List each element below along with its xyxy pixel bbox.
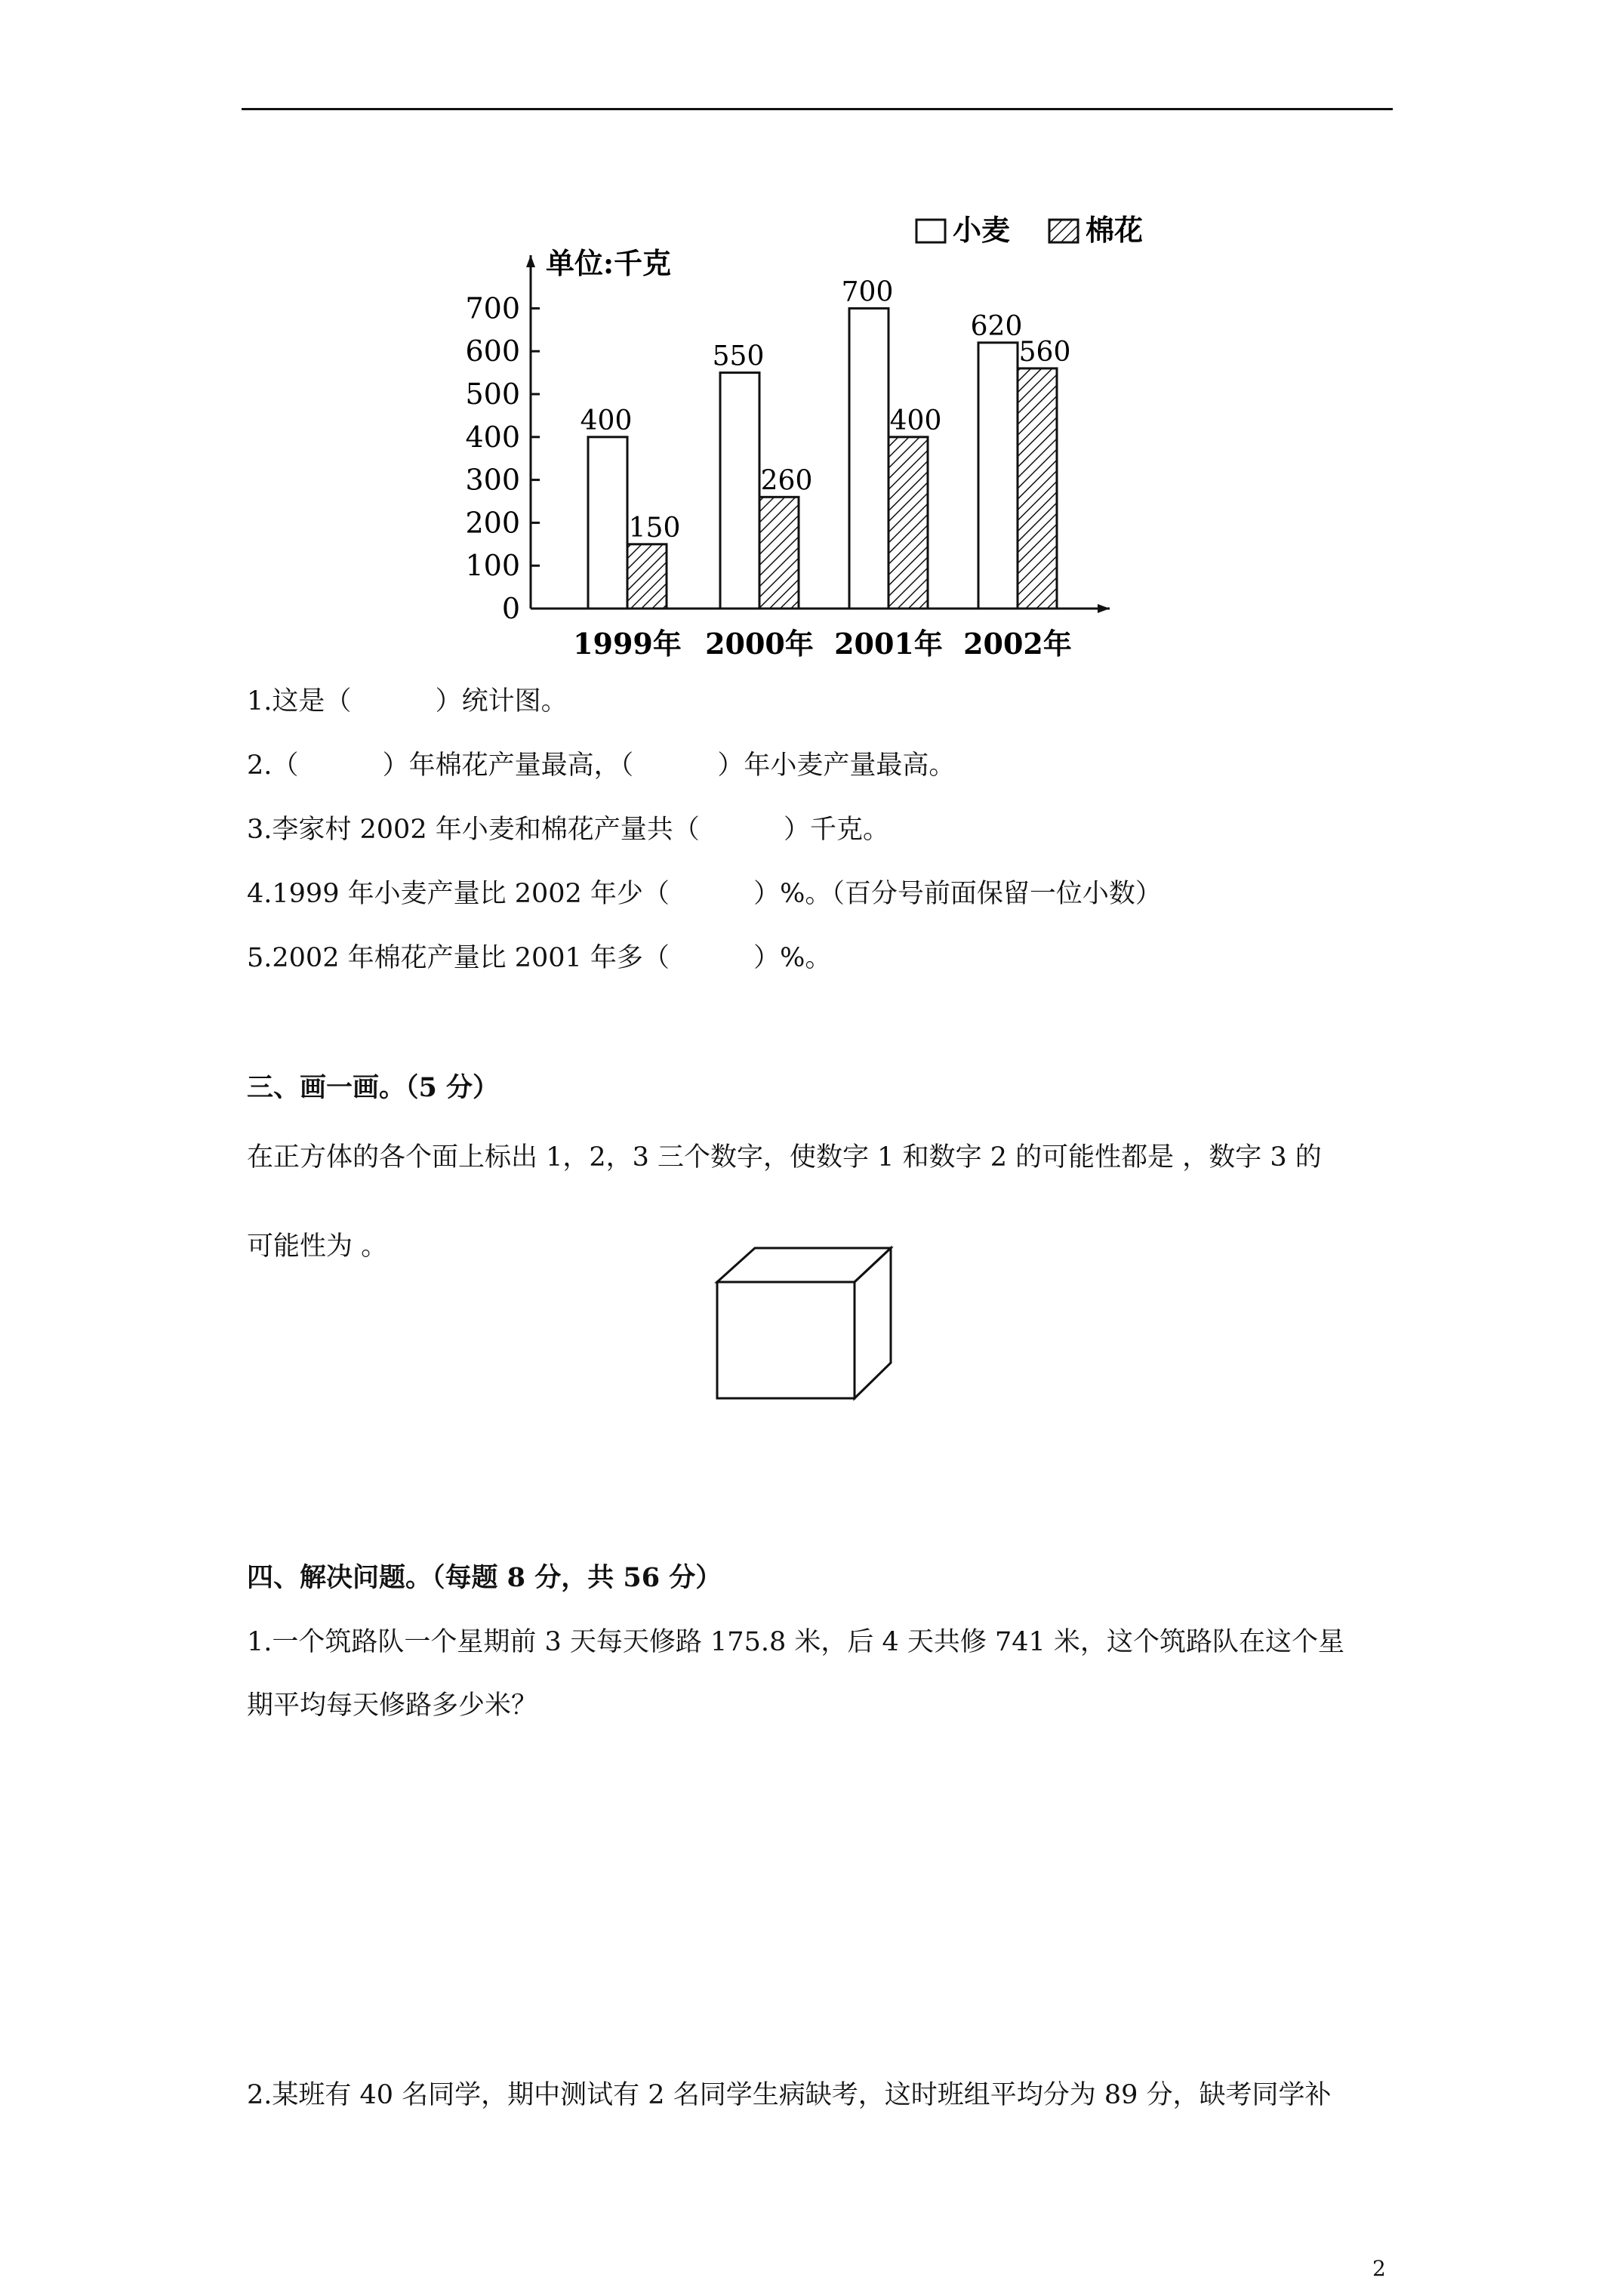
data-label: 260 (760, 465, 813, 497)
y-axis-arrow (526, 255, 535, 267)
question-2: 2.（ ）年棉花产量最高，（ ）年小麦产量最高。 (247, 750, 956, 781)
bar-棉花-2000年 (759, 497, 799, 609)
question-1: 1.这是（ ）统计图。 (247, 686, 568, 717)
x-axis-arrow (1098, 604, 1110, 613)
data-label: 550 (712, 341, 765, 372)
section-4-title: 四、解决问题。（每题 8 分，共 56 分） (247, 1562, 722, 1593)
legend-swatch-hatched (1049, 220, 1078, 242)
data-label: 400 (889, 405, 942, 436)
question-5: 5.2002 年棉花产量比 2001 年多（ ）%。 (247, 943, 832, 973)
cube-drawing (710, 1238, 898, 1404)
data-label: 700 (841, 276, 894, 308)
y-tick-label: 700 (465, 291, 520, 325)
y-tick-label: 0 (501, 592, 520, 625)
problem-2-line-1: 2.某班有 40 名同学，期中测试有 2 名同学生病缺考，这时班组平均分为 89 分，缺考同学补 (247, 2080, 1332, 2110)
x-tick-label: 1999年 (573, 627, 682, 661)
page-number: 2 (1372, 2256, 1386, 2281)
y-tick-label: 500 (465, 378, 520, 411)
y-tick-label: 600 (465, 334, 520, 368)
data-label: 620 (970, 310, 1023, 342)
question-3: 3.李家村 2002 年小麦和棉花产量共（ ）千克。 (247, 815, 889, 845)
legend-label: 棉花 (1086, 213, 1144, 247)
bar-小麦-1999年 (588, 437, 627, 609)
bar-chart (0, 0, 1623, 680)
legend-label: 小麦 (953, 213, 1011, 247)
bar-棉花-2001年 (888, 437, 928, 609)
bar-小麦-2000年 (720, 373, 759, 609)
problem-1-line-1: 1.一个筑路队一个星期前 3 天每天修路 175.8 米，后 4 天共修 741 米，这个筑路队在这个星 (247, 1627, 1344, 1657)
section-3-line-1: 在正方体的各个面上标出 1，2，3 三个数字，使数字 1 和数字 2 的可能性都是 ，数字 3 的 (247, 1142, 1322, 1173)
y-tick-label: 100 (465, 549, 520, 583)
section-3-line-2: 可能性为 。 (247, 1231, 388, 1262)
data-label: 400 (580, 405, 633, 436)
y-tick-label: 200 (465, 506, 520, 540)
problem-1-line-2: 期平均每天修路多少米？ (247, 1690, 538, 1721)
x-tick-label: 2001年 (834, 627, 943, 661)
bar-小麦-2001年 (849, 308, 888, 609)
legend-swatch-plain (916, 220, 945, 242)
x-tick-label: 2000年 (705, 627, 814, 661)
y-tick-label: 400 (465, 420, 520, 454)
x-tick-label: 2002年 (963, 627, 1072, 661)
question-4: 4.1999 年小麦产量比 2002 年少（ ）%。（百分号前面保留一位小数） (247, 879, 1162, 909)
bar-小麦-2002年 (978, 343, 1018, 609)
bar-棉花-2002年 (1018, 368, 1057, 609)
unit-label: 单位:千克 (546, 246, 672, 280)
y-tick-label: 300 (465, 463, 520, 497)
section-3-title: 三、画一画。（5 分） (247, 1072, 500, 1103)
bar-棉花-1999年 (627, 544, 667, 609)
data-label: 150 (628, 512, 681, 544)
data-label: 560 (1018, 336, 1071, 368)
